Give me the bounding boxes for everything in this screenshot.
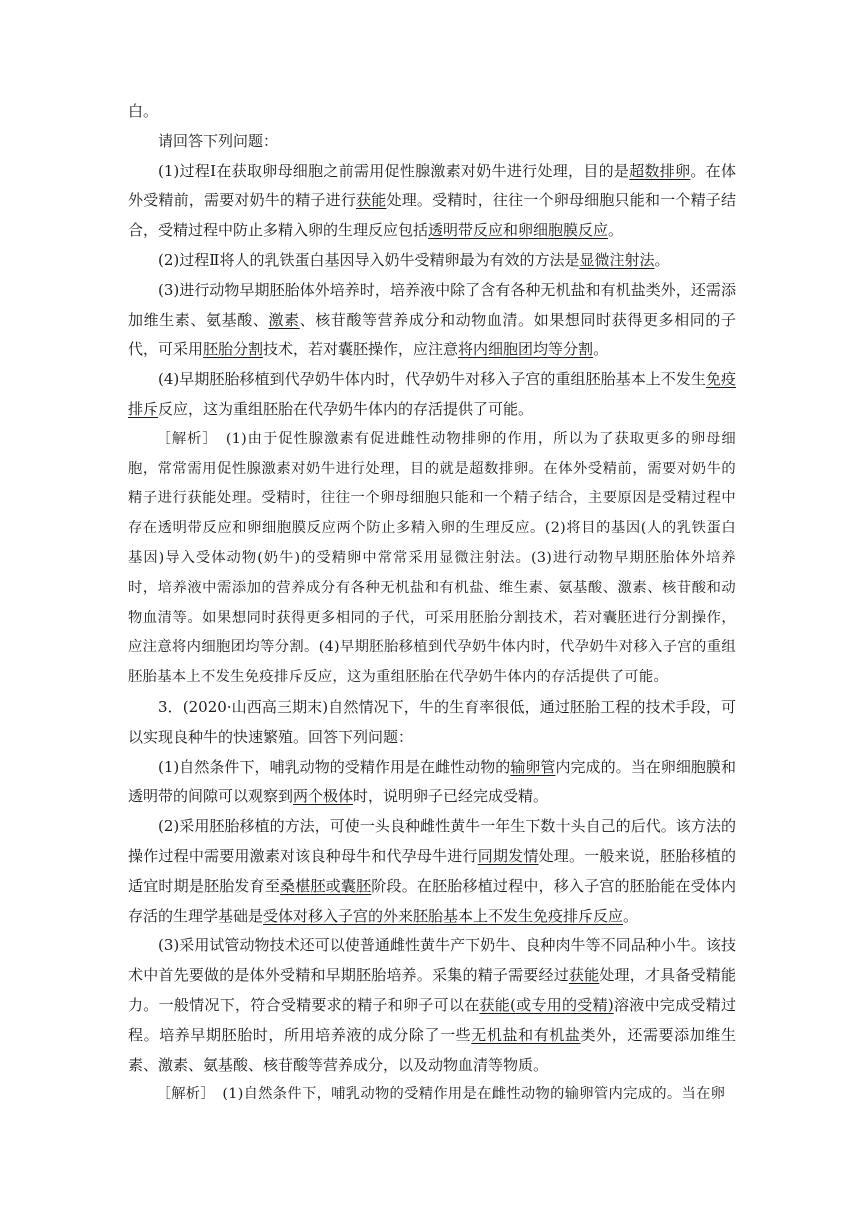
text-segment: (3)采用试管动物技术还可以使普通雌性黄牛产下奶牛、良种肉牛等不同品种小牛。该技术中首先要做的是体外受精和早期胚胎培养。采集的精子需要经过 bbox=[128, 936, 736, 985]
answer-blank: 显微注射法 bbox=[579, 250, 655, 269]
text-segment: (1)过程Ⅰ在获取卵母细胞之前需用促性腺激素对奶牛进行处理，目的是 bbox=[158, 161, 630, 180]
answer-blank: 激素 bbox=[268, 310, 300, 329]
answer-blank: 受体对移入子宫的外来胚胎基本上不发生免疫排斥反应 bbox=[263, 906, 624, 925]
text-segment: (3)进行动物早期胚胎体外培养时，培养液中除了含有各种无机盐和有机盐类外，还需添加维生素、氨基酸、 bbox=[128, 280, 736, 329]
question-3-answer-1 bbox=[128, 753, 736, 813]
answer-blank: 获能 bbox=[568, 966, 600, 985]
text-segment: 处理。一般来说，胚胎移植的适宜时期是胚胎发育至 bbox=[128, 846, 736, 895]
answer-blank: 胚胎分割 bbox=[203, 340, 264, 359]
answer-paragraph-4 bbox=[128, 365, 736, 425]
text-segment: 类外，还需要添加维生素、激素、氨基酸、核苷酸等营养成分，以及动物血清等物质。 bbox=[128, 1025, 736, 1074]
question-3-stem: 3．(2020·山西高三期末)自然情况下，牛的生育率很低，通过胚胎工程的技术手段，可以实现良种牛的快速繁殖。回答下列问题： bbox=[128, 697, 736, 746]
text-segment: 反应，这为重组胚胎在代孕奶牛体内的存活提供了可能。 bbox=[158, 399, 534, 418]
text-segment: 。 bbox=[593, 340, 609, 359]
text-segment: 内完成的。当在卵细胞膜和透明带的间隙可以观察到 bbox=[128, 757, 736, 806]
answer-paragraph-2 bbox=[128, 246, 736, 276]
text-segment: 。在体外受精前，需要对奶牛的精子进行 bbox=[128, 161, 736, 210]
text-segment: 技术，若对囊胚操作，应注意 bbox=[263, 340, 459, 359]
text-segment: (4)早期胚胎移植到代孕奶牛体内时，代孕奶牛对移入子宫的重组胚胎基本上不发生 bbox=[158, 370, 706, 389]
answer-blank: 输卵管 bbox=[510, 757, 556, 776]
text-segment: 处理，才具备受精能力。一般情况下，符合受精要求的精子和卵子可以在 bbox=[128, 966, 736, 1014]
text-segment: 处理。受精时，往往一个卵母细胞只能和一个精子结合，受精过程中防止多精入卵的生理反应包括 bbox=[128, 191, 736, 240]
answer-blank: 获能(或专用的受精) bbox=[479, 995, 614, 1014]
text-segment: (2)过程Ⅱ将人的乳铁蛋白基因导入奶牛受精卵最为有效的方法是 bbox=[158, 250, 580, 269]
text-segment: (1)自然条件下，哺乳动物的受精作用是在雌性动物的 bbox=[158, 757, 511, 776]
answer-blank: 同期发情 bbox=[477, 846, 539, 865]
text-segment: 阶段。在胚胎移植过程中，移入子宫的胚胎能在受体内存活的生理学基础是 bbox=[128, 876, 736, 925]
question-3-answer-2 bbox=[128, 812, 736, 931]
text-segment: 。 bbox=[608, 221, 624, 240]
question-3-answer-3 bbox=[128, 931, 736, 1080]
answer-blank: 桑椹胚或囊胚 bbox=[280, 876, 372, 895]
text-segment: 溶液中完成受精过程。培养早期胚胎时，所用培养液的成分除了一些 bbox=[128, 995, 736, 1044]
text-segment: 。 bbox=[654, 250, 670, 269]
text-line-continuation: 白。 bbox=[128, 102, 159, 120]
answer-blank: 透明带反应和卵细胞膜反应 bbox=[428, 221, 609, 240]
analysis-paragraph-1: ［解析］ (1)由于促性腺激素有促进雌性动物排卵的作用，所以为了获取更多的卵母细胞，常常需用促性腺激素对奶牛进行处理，目的就是超数排卵。在体外受精前，需要对奶牛的精子进行获能处理。受精时，往往一个卵母细胞只能和一个精子结合，主要原因是受精过程中存在透明带反应和卵细胞膜反应两个防止多精入卵的生理反应。(2)将目的基因(人的乳铁蛋白基因)导入受体动物(奶牛)的受精卵中常常采用显微注射法。(3)进行动物早期胚胎体外培养时，培养液中需添加的营养成分有各种无机盐和有机盐、维生素、氨基酸、激素、核苷酸和动物血清等。如果想同时获得更多相同的子代，可采用胚胎分割技术，若对囊胚进行分割操作，应注意将内细胞团均等分割。(4)早期胚胎移植到代孕奶牛体内时，代孕奶牛对移入子宫的重组胚胎基本上不发生免疫排斥反应，这为重组胚胎在代孕奶牛体内的存活提供了可能。 bbox=[128, 430, 736, 686]
text-segment: 。 bbox=[623, 906, 639, 925]
answer-blank: 免疫排斥 bbox=[128, 370, 736, 418]
answer-blank: 超数排卵 bbox=[629, 161, 691, 180]
document-page bbox=[128, 97, 736, 1110]
question-prompt: 请回答下列问题： bbox=[158, 131, 279, 150]
answer-blank: 获能 bbox=[356, 191, 387, 210]
analysis-paragraph-2: ［解析］ (1)自然条件下，哺乳动物的受精作用是在雌性动物的输卵管内完成的。当在卵 bbox=[156, 1086, 726, 1103]
answer-blank: 两个极体 bbox=[293, 787, 354, 806]
answer-paragraph-1 bbox=[128, 157, 736, 246]
answer-blank: 将内细胞团均等分割 bbox=[458, 340, 594, 359]
text-segment: 时，说明卵子已经完成受精。 bbox=[353, 787, 549, 806]
answer-paragraph-3 bbox=[128, 276, 736, 365]
answer-blank: 无机盐和有机盐 bbox=[471, 1025, 581, 1044]
text-segment: 、核苷酸等营养成分和动物血清。如果想同时获得更多相同的子代，可采用 bbox=[128, 310, 736, 359]
text-segment: (2)采用胚胎移植的方法，可使一头良种雌性黄牛一年生下数十头自己的后代。该方法的操作过程中需要用激素对该良种母牛和代孕母牛进行 bbox=[128, 817, 736, 865]
